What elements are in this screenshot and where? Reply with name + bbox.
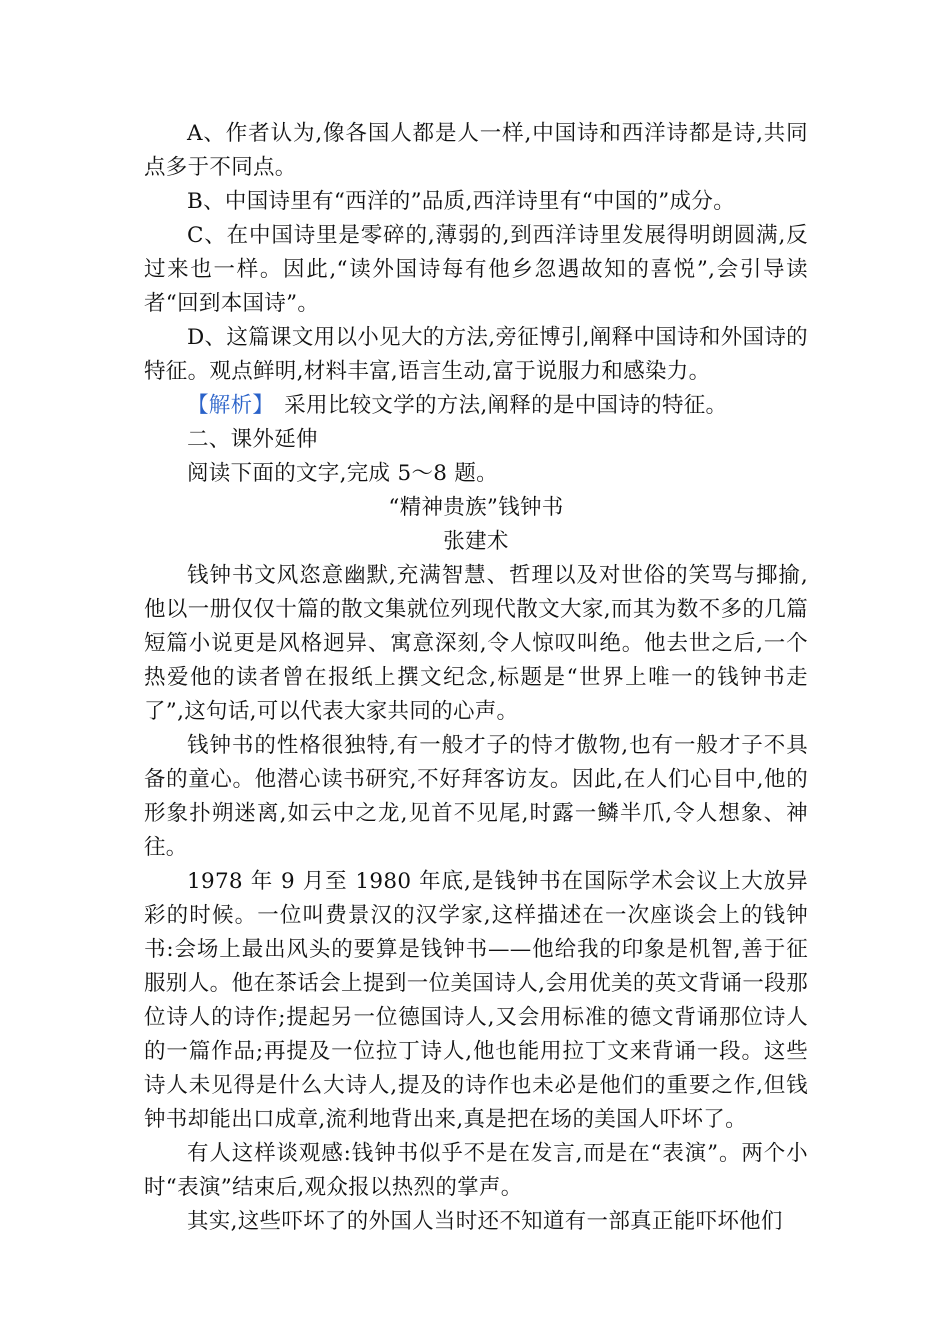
section-instruction: 阅读下面的文字,完成 5～8 题。 <box>187 461 498 486</box>
article-paragraph-4: 有人这样谈观感:钱钟书似乎不是在发言,而是在“表演”。两个小时“表演”结束后,观众报以热烈的掌声。 <box>144 1141 808 1200</box>
option-b: B、中国诗里有“西洋的”品质,西洋诗里有“中国的”成分。 <box>187 189 736 214</box>
analysis-line <box>144 389 808 423</box>
article-author: 张建术 <box>443 529 509 554</box>
option-c: C、在中国诗里是零碎的,薄弱的,到西洋诗里发展得明朗圆满,反过来也一样。因此,“读外国诗每有他乡忽遇故知的喜悦”,会引导读者“回到本国诗”。 <box>144 223 808 316</box>
article-paragraph-1: 钱钟书文风恣意幽默,充满智慧、哲理以及对世俗的笑骂与揶揄,他以一册仅仅十篇的散文集就位列现代散文大家,而其为数不多的几篇短篇小说更是风格迥异、寓意深刻,令人惊叹叫绝。他去世之后,一个热爱他的读者曾在报纸上撰文纪念,标题是“世界上唯一的钱钟书走了”,这句话,可以代表大家共同的心声。 <box>144 563 808 724</box>
article-paragraph-2: 钱钟书的性格很独特,有一般才子的恃才傲物,也有一般才子不具备的童心。他潜心读书研究,不好拜客访友。因此,在人们心目中,他的形象扑朔迷离,如云中之龙,见首不见尾,时露一鳞半爪,令人想象、神往。 <box>144 733 808 860</box>
option-a: A、作者认为,像各国人都是人一样,中国诗和西洋诗都是诗,共同点多于不同点。 <box>144 121 808 180</box>
analysis-text: 采用比较文学的方法,阐释的是中国诗的特征。 <box>284 393 728 418</box>
document-page <box>144 117 808 1239</box>
article-paragraph-3: 1978 年 9 月至 1980 年底,是钱钟书在国际学术会议上大放异彩的时候。一位叫费景汉的汉学家,这样描述在一次座谈会上的钱钟书:会场上最出风头的要算是钱钟书——他给我的印象是机智,善于征服别人。他在茶话会上提到一位美国诗人,会用优美的英文背诵一段那位诗人的诗作;提起另一位德国诗人,又会用标准的德文背诵那位诗人的一篇作品;再提及一位拉丁诗人,他也能用拉丁文来背诵一段。这些诗人未见得是什么大诗人,提及的诗作也未必是他们的重要之作,但钱钟书却能出口成章,流利地背出来,真是把在场的美国人吓坏了。 <box>144 869 808 1132</box>
article-title: “精神贵族”钱钟书 <box>388 495 564 520</box>
analysis-tag: 【解析】 <box>187 393 275 418</box>
option-d: D、这篇课文用以小见大的方法,旁征博引,阐释中国诗和外国诗的特征。观点鲜明,材料丰富,语言生动,富于说服力和感染力。 <box>144 325 808 384</box>
article-paragraph-5: 其实,这些吓坏了的外国人当时还不知道有一部真正能吓坏他们 <box>187 1209 783 1234</box>
section-heading: 二、课外延伸 <box>187 427 318 452</box>
